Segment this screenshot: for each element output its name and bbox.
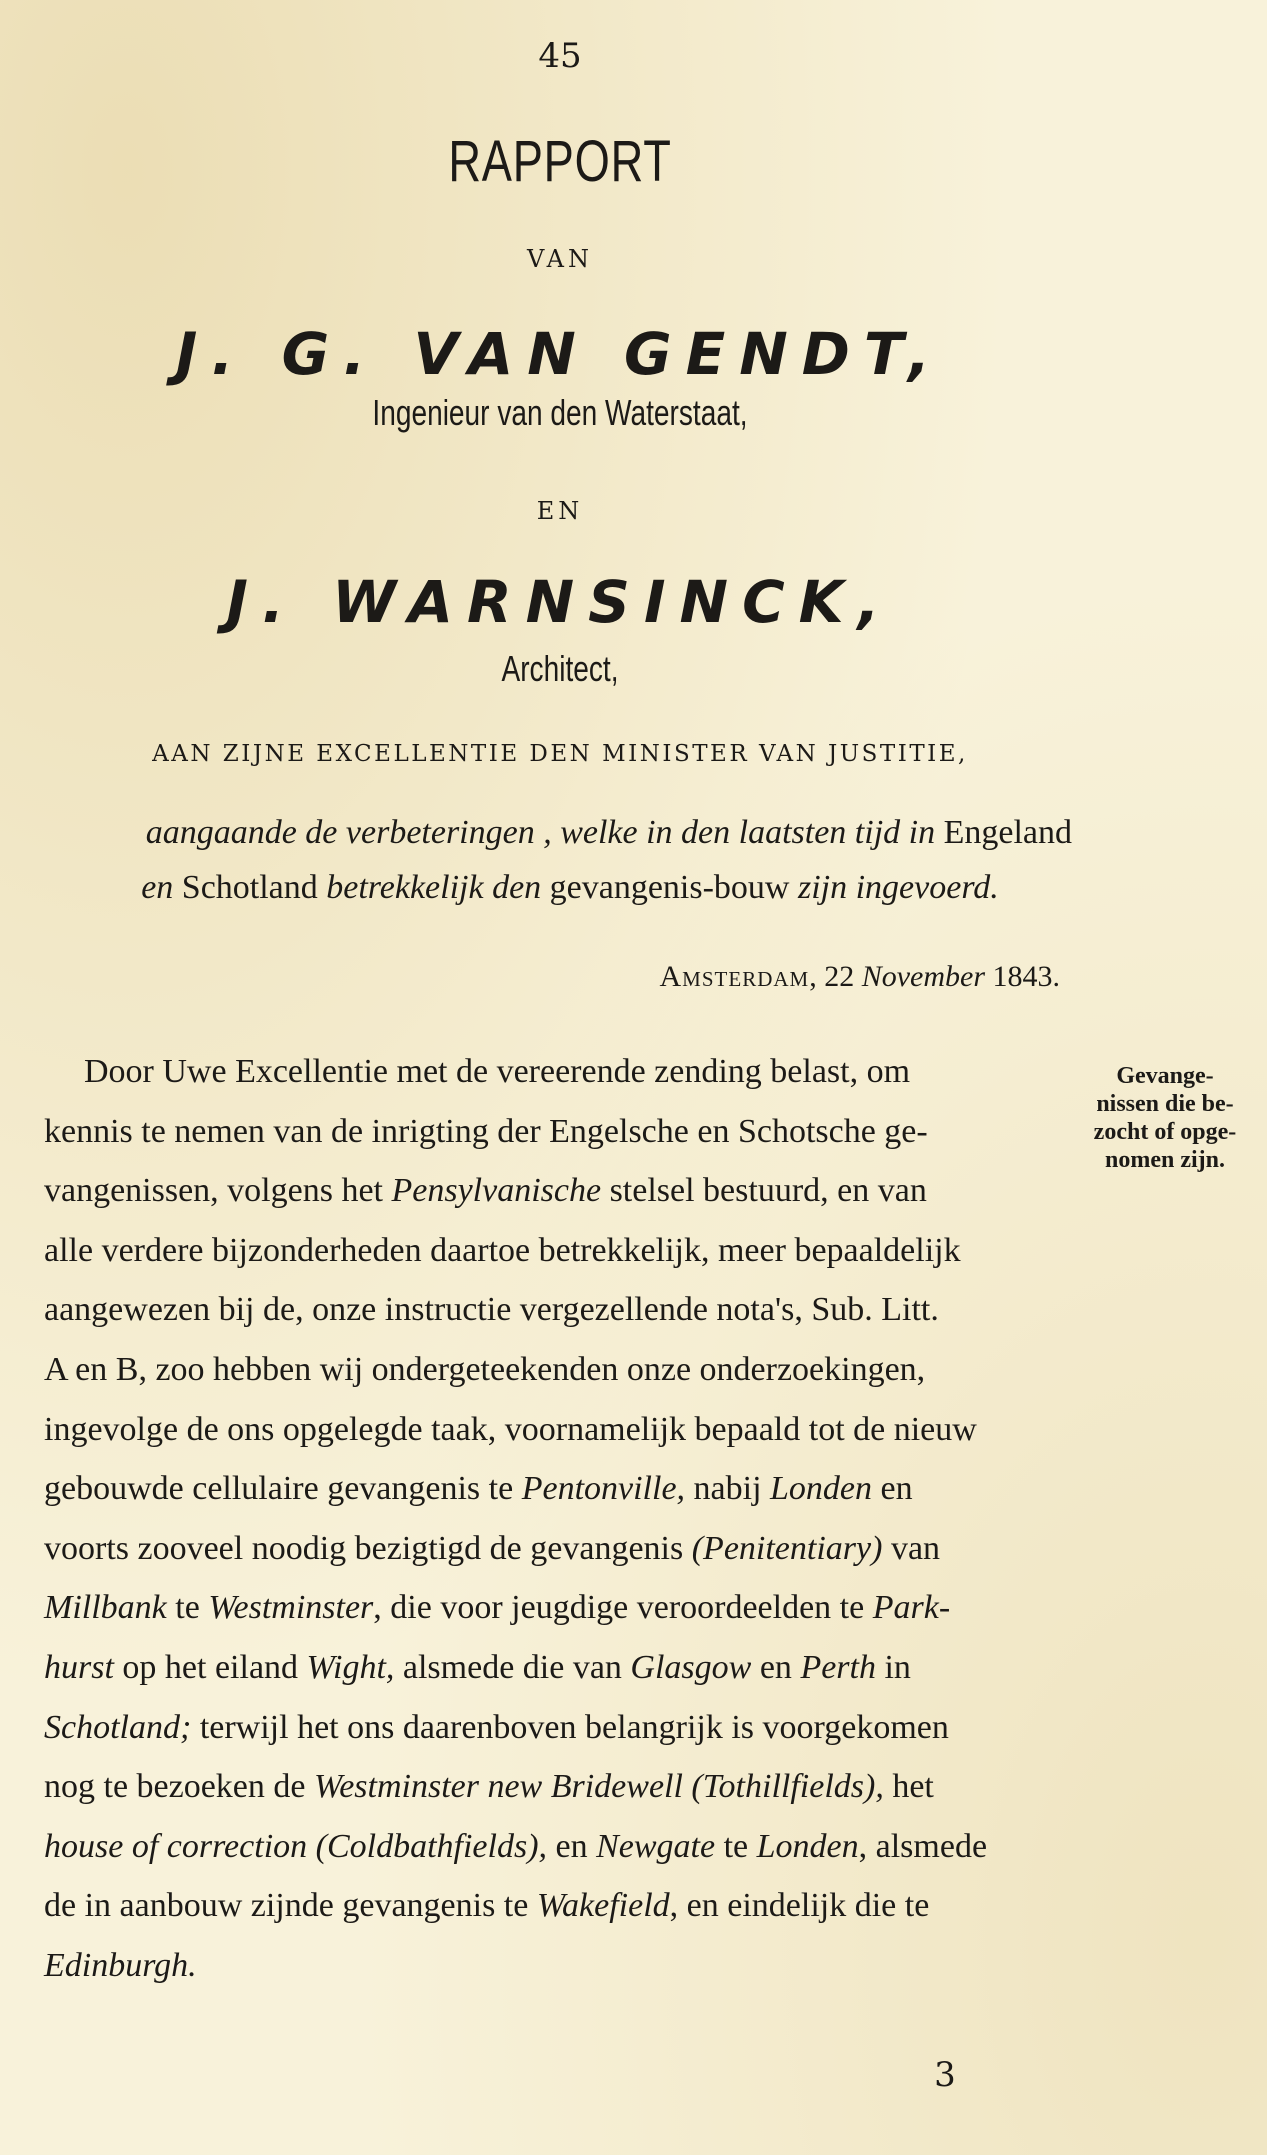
- body-line: de in aanbouw zijnde gevangenis te Wakefield, en eindelijk die te: [44, 1887, 930, 1925]
- body-line: Door Uwe Excellentie met de vereerende zending belast, om: [84, 1053, 911, 1090]
- body-line: nog te bezoeken de Westminster new Bridewell (Tothillfields), het: [44, 1768, 934, 1806]
- body-line: Millbank te Westminster, die voor jeugdige veroordeelden te Park-: [44, 1589, 951, 1627]
- dateline-month: November: [861, 960, 985, 993]
- author-van-gendt: J. G. VAN GENDT,: [175, 320, 945, 388]
- dateline-place: Amsterdam: [659, 960, 810, 993]
- addressee: AAN ZIJNE EXCELLENTIE DEN MINISTER VAN JUSTITIE,: [152, 741, 968, 767]
- body-paragraph: [44, 1042, 1074, 1996]
- body-line: A en B, zoo hebben wij ondergeteekenden onze onderzoekingen,: [44, 1350, 926, 1388]
- body-line: gebouwde cellulaire gevangenis te Pentonville, nabij Londen en: [44, 1470, 913, 1508]
- van-label: VAN: [526, 245, 594, 273]
- signature-mark: 3: [934, 2055, 956, 2095]
- body-line: aangewezen bij de, onze instructie vergezellende nota's, Sub. Litt.: [44, 1291, 939, 1329]
- author-warnsinck-role: Architect,: [501, 648, 619, 689]
- body-line: vangenissen, volgens het Pensylvanische stelsel bestuurd, en van: [44, 1172, 927, 1210]
- subject-statement: [60, 805, 1080, 915]
- body-line: kennis te nemen van de inrigting der Engelsche en Schotsche ge-: [44, 1112, 928, 1150]
- body-line: Schotland; terwijl het ons daarenboven belangrijk is voorgekomen: [44, 1708, 949, 1746]
- subject-line-2: en Schotland betrekkelijk den gevangenis-bouw zijn ingevoerd.: [141, 869, 999, 906]
- margin-note: Gevange- nissen die be- zocht of opge- nomen zijn.: [1093, 1063, 1237, 1173]
- document-title: RAPPORT: [448, 129, 672, 194]
- body-line: voorts zooveel noodig bezigtigd de gevangenis (Penitentiary) van: [44, 1529, 941, 1567]
- body-line: house of correction (Coldbathfields), en Newgate te Londen, alsmede: [44, 1827, 988, 1865]
- author-warnsinck: J. WARNSINCK,: [226, 568, 894, 636]
- page-number: 45: [538, 36, 582, 76]
- en-label: EN: [536, 497, 584, 525]
- subject-line-1: aangaande de verbeteringen , welke in den laatsten tijd in Engeland: [145, 814, 1072, 851]
- body-line: ingevolge de ons opgelegde taak, voornamelijk bepaald tot de nieuw: [44, 1410, 977, 1448]
- body-line: Edinburgh.: [44, 1946, 197, 1984]
- body-line: alle verdere bijzonderheden daartoe betrekkelijk, meer bepaaldelijk: [44, 1231, 961, 1269]
- dateline: Amsterdam, 22 November 1843.: [659, 960, 1060, 993]
- body-line: hurst op het eiland Wight, alsmede die van Glasgow en Perth in: [44, 1648, 911, 1686]
- author-van-gendt-role: Ingenieur van den Waterstaat,: [372, 392, 748, 433]
